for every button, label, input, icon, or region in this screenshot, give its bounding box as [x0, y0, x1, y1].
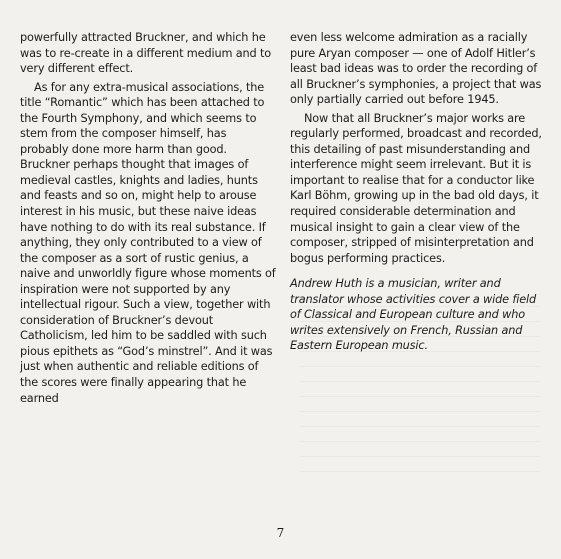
paragraph: As for any extra-musical associations, the title “Romantic” which has been attached to the Fourth Symphony, and which seems to stem from the composer himself, has probably done more harm than good. Bruckner perhaps thought that images of medieval castles, knights and ladies, hunts and feasts and so on, might help to arouse interest in his music, but these naive ideas have nothing to do with its real substance. If anything, they only contributed to a view of the composer as a sort of rustic genius, a naive and unworldly figure whose moments of inspiration were not supported by any intellectual rigour. Such a view, together with consideration of Bruckner’s devout Catholicism, led him to be saddled with such pious epithets as “God’s minstrel”. And it was just when authentic and reliable editions of the scores were finally appearing that he earned	[20, 80, 276, 405]
left-column	[20, 30, 276, 406]
page-number: 7	[276, 526, 285, 540]
paragraph: even less welcome admiration as a racially pure Aryan composer — one of Adolf Hitler’s least bad ideas was to order the recording of all Bruckner’s symphonies, a project that was only partially carried out before 1945.	[290, 31, 542, 107]
right-column	[290, 30, 544, 354]
paragraph: Now that all Bruckner’s major works are regularly performed, broadcast and recorded, this detailing of past misunderstanding and interference might seem irrelevant. But it is important to realise that for a conductor like Karl Böhm, growing up in the bad old days, it required considerable determination and musical insight to gain a clear view of the composer, stripped of misinterpretation and bogus performing practices.	[290, 111, 542, 265]
author-bio: Andrew Huth is a musician, writer and translator whose activities cover a wide field of Classical and European culture and who writes extensively on French, Russian and Eastern European music.	[290, 277, 537, 353]
paragraph: powerfully attracted Bruckner, and which he was to re-create in a different medium and to very different effect.	[20, 31, 272, 76]
